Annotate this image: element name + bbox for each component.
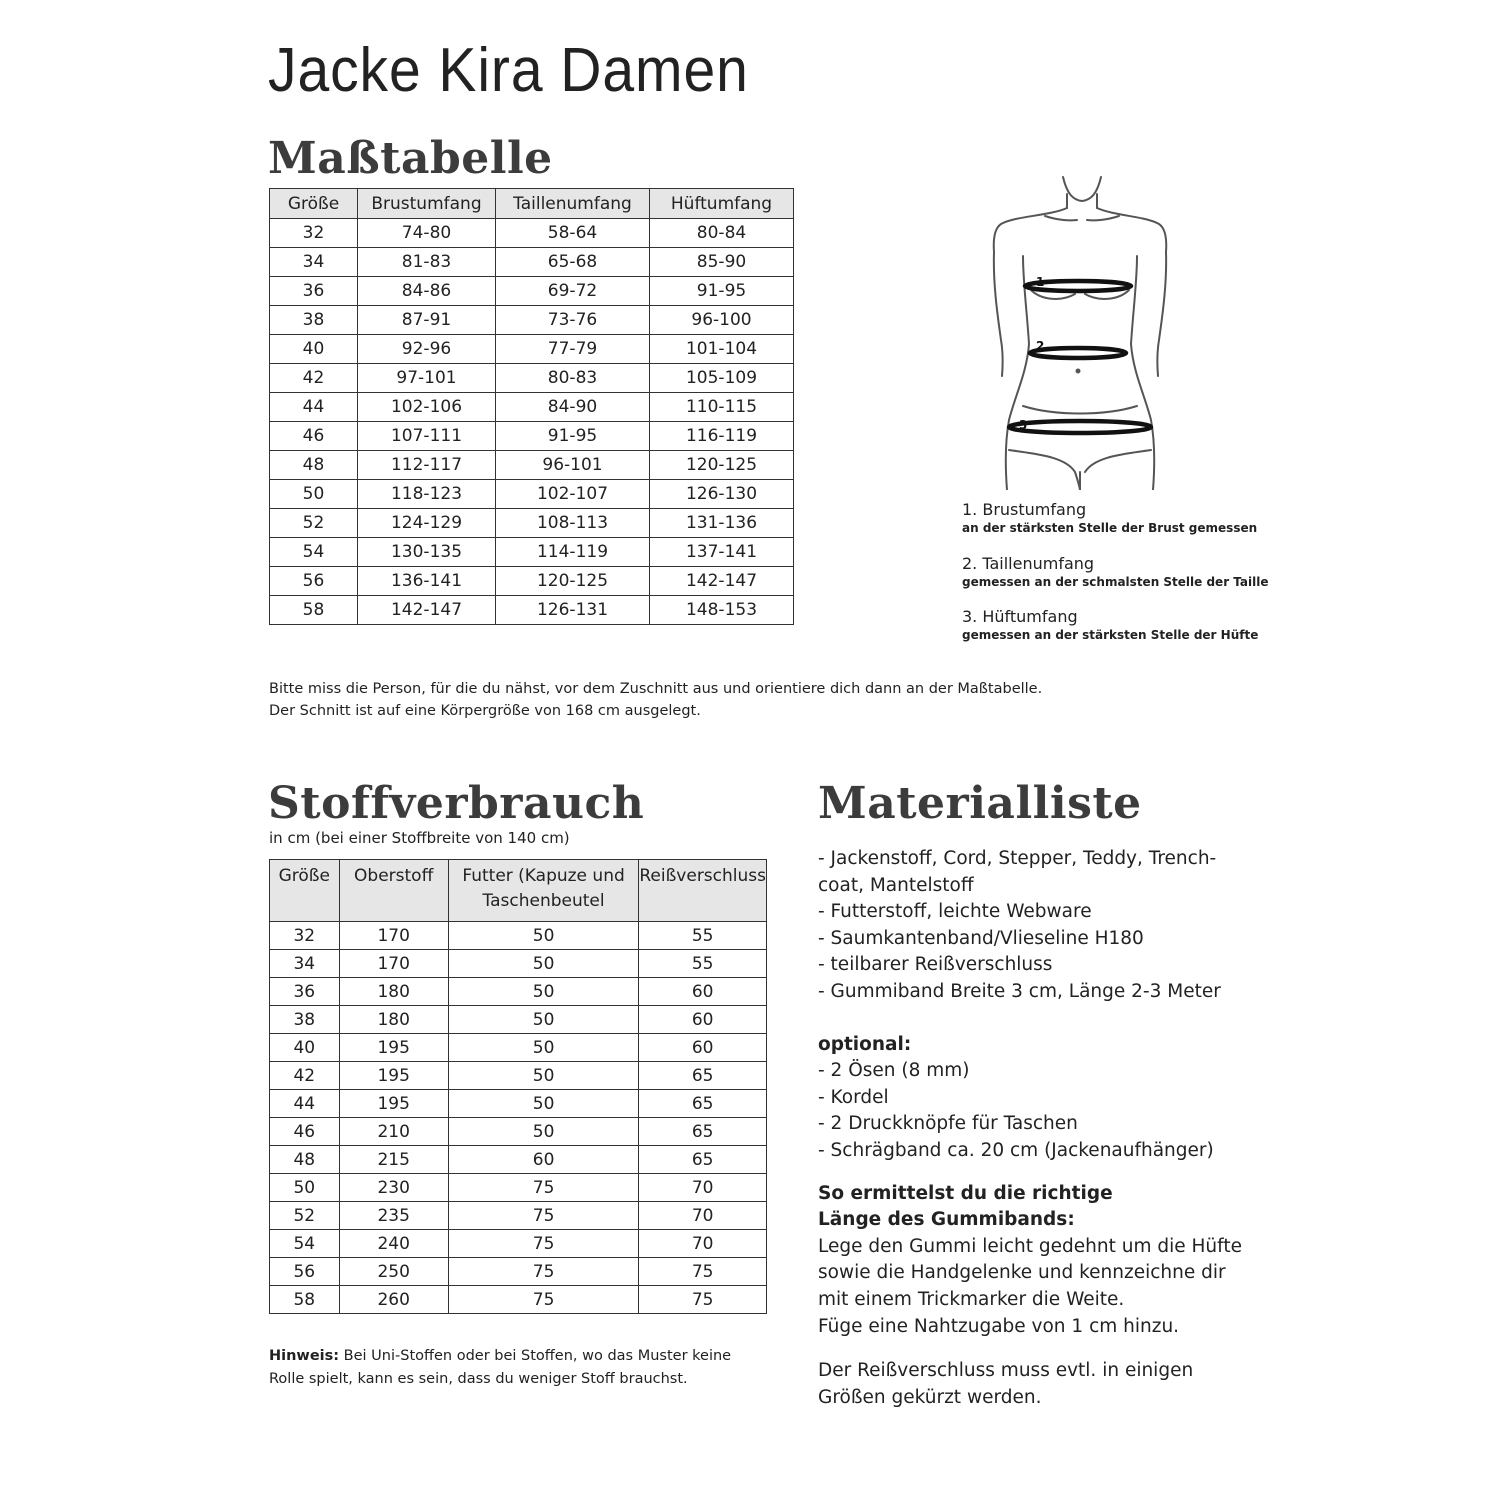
- body-measurement-figure: [985, 172, 1175, 490]
- table-cell: 50: [448, 1006, 639, 1034]
- legend-description: gemessen an der stärksten Stelle der Hüfte: [962, 628, 1259, 642]
- table-cell: 52: [270, 509, 358, 538]
- table-cell: 107-111: [358, 422, 496, 451]
- table-row: [270, 277, 794, 306]
- table-cell: 170: [339, 922, 448, 950]
- table-cell: 126-130: [650, 480, 794, 509]
- elastic-text: sowie die Handgelenke und kennzeichne dir: [818, 1262, 1226, 1284]
- table-cell: 148-153: [650, 596, 794, 625]
- material-item: - Futterstoff, leichte Webware: [818, 901, 1092, 923]
- table-cell: 36: [270, 277, 358, 306]
- table-cell: 70: [639, 1202, 767, 1230]
- table-row: [270, 1062, 767, 1090]
- table-cell: 195: [339, 1062, 448, 1090]
- table-cell: 114-119: [496, 538, 650, 567]
- table-cell: 58-64: [496, 219, 650, 248]
- table-row: [270, 1202, 767, 1230]
- table-cell: 46: [270, 1118, 340, 1146]
- table-cell: 112-117: [358, 451, 496, 480]
- table-cell: 65: [639, 1118, 767, 1146]
- marker-waist: 2: [1036, 339, 1045, 353]
- table-cell: 142-147: [650, 567, 794, 596]
- material-item: - Saumkantenband/Vlieseline H180: [818, 927, 1144, 949]
- table-row: [270, 1174, 767, 1202]
- table-row: [270, 567, 794, 596]
- table-cell: 97-101: [358, 364, 496, 393]
- table-cell: 170: [339, 950, 448, 978]
- table-row: [270, 978, 767, 1006]
- column-header: Größe: [270, 860, 340, 922]
- table-cell: 116-119: [650, 422, 794, 451]
- figure-legend-item: [962, 554, 1269, 590]
- table-cell: 131-136: [650, 509, 794, 538]
- table-cell: 69-72: [496, 277, 650, 306]
- table-cell: 75: [639, 1258, 767, 1286]
- table-cell: 50: [448, 1034, 639, 1062]
- table-row: [270, 480, 794, 509]
- hint-text: Bei Uni-Stoffen oder bei Stoffen, wo das Muster keine: [339, 1348, 732, 1364]
- table-cell: 42: [270, 364, 358, 393]
- table-cell: 75: [448, 1258, 639, 1286]
- table-cell: 60: [639, 978, 767, 1006]
- table-cell: 101-104: [650, 335, 794, 364]
- optional-item: - Schrägband ca. 20 cm (Jackenaufhänger): [818, 1139, 1214, 1161]
- legend-title: 3. Hüftumfang: [962, 607, 1078, 626]
- table-cell: 137-141: [650, 538, 794, 567]
- legend-title: 1. Brustumfang: [962, 500, 1087, 519]
- table-cell: 81-83: [358, 248, 496, 277]
- table-cell: 180: [339, 1006, 448, 1034]
- table-cell: 42: [270, 1062, 340, 1090]
- table-row: [270, 1230, 767, 1258]
- zipper-text: Größen gekürzt werden.: [818, 1386, 1042, 1408]
- table-row: [270, 1258, 767, 1286]
- column-header: Hüftumfang: [650, 189, 794, 219]
- table-row: [270, 393, 794, 422]
- table-row: [270, 950, 767, 978]
- hint-label: Hinweis:: [269, 1348, 340, 1364]
- table-cell: 75: [448, 1202, 639, 1230]
- optional-item: - 2 Ösen (8 mm): [818, 1060, 970, 1082]
- table-cell: 96-101: [496, 451, 650, 480]
- table-cell: 80-84: [650, 219, 794, 248]
- table-cell: 84-90: [496, 393, 650, 422]
- table-cell: 56: [270, 567, 358, 596]
- material-item: - Gummiband Breite 3 cm, Länge 2-3 Meter: [818, 980, 1221, 1002]
- figure-legend-item: [962, 607, 1258, 643]
- table-cell: 124-129: [358, 509, 496, 538]
- table-cell: 32: [270, 922, 340, 950]
- table-row: [270, 364, 794, 393]
- table-row: [270, 509, 794, 538]
- table-cell: 74-80: [358, 219, 496, 248]
- elastic-heading: Länge des Gummibands:: [818, 1209, 1075, 1231]
- measure-note-line: Der Schnitt ist auf eine Körpergröße von 168 cm ausgelegt.: [269, 703, 701, 719]
- table-cell: 65: [639, 1062, 767, 1090]
- table-cell: 50: [448, 1090, 639, 1118]
- table-cell: 91-95: [650, 277, 794, 306]
- table-cell: 120-125: [496, 567, 650, 596]
- table-cell: 54: [270, 1230, 340, 1258]
- table-cell: 50: [270, 1174, 340, 1202]
- table-row: [270, 596, 794, 625]
- table-cell: 70: [639, 1174, 767, 1202]
- table-row: [270, 1286, 767, 1314]
- column-header: Größe: [270, 189, 358, 219]
- table-cell: 108-113: [496, 509, 650, 538]
- table-row: [270, 538, 794, 567]
- table-row: [270, 1146, 767, 1174]
- table-cell: 75: [639, 1286, 767, 1314]
- fabric-hint: [269, 1345, 731, 1391]
- table-cell: 130-135: [358, 538, 496, 567]
- table-cell: 142-147: [358, 596, 496, 625]
- table-row: [270, 1034, 767, 1062]
- table-cell: 136-141: [358, 567, 496, 596]
- column-header: Futter (Kapuze und Taschenbeutel: [448, 860, 639, 922]
- table-cell: 32: [270, 219, 358, 248]
- table-cell: 102-107: [496, 480, 650, 509]
- material-item: - Jackenstoff, Cord, Stepper, Teddy, Trench-: [818, 848, 1217, 869]
- fabric-usage-table: [269, 859, 767, 1314]
- table-cell: 60: [639, 1034, 767, 1062]
- table-cell: 240: [339, 1230, 448, 1258]
- column-header: Oberstoff: [339, 860, 448, 922]
- column-header: Brustumfang: [358, 189, 496, 219]
- measure-note: [269, 678, 1042, 722]
- figure-legend-item: [962, 500, 1257, 536]
- fabric-heading: Stoffverbrauch: [268, 778, 645, 829]
- table-cell: 50: [270, 480, 358, 509]
- table-cell: 50: [448, 978, 639, 1006]
- optional-item: - 2 Druckknöpfe für Taschen: [818, 1113, 1078, 1135]
- table-cell: 58: [270, 596, 358, 625]
- table-cell: 58: [270, 1286, 340, 1314]
- table-cell: 87-91: [358, 306, 496, 335]
- zipper-text: Der Reißverschluss muss evtl. in einigen: [818, 1360, 1194, 1382]
- elastic-heading: So ermittelst du die richtige: [818, 1182, 1113, 1204]
- table-cell: 102-106: [358, 393, 496, 422]
- legend-title: 2. Taillenumfang: [962, 554, 1095, 573]
- elastic-text: mit einem Trickmarker die Weite.: [818, 1288, 1125, 1310]
- table-row: [270, 1118, 767, 1146]
- column-header: Reißverschluss: [639, 860, 767, 922]
- table-row: [270, 922, 767, 950]
- table-cell: 44: [270, 1090, 340, 1118]
- table-cell: 118-123: [358, 480, 496, 509]
- table-cell: 230: [339, 1174, 448, 1202]
- table-cell: 235: [339, 1202, 448, 1230]
- fabric-subtitle: in cm (bei einer Stoffbreite von 140 cm): [269, 829, 570, 847]
- table-cell: 92-96: [358, 335, 496, 364]
- table-cell: 120-125: [650, 451, 794, 480]
- table-row: [270, 422, 794, 451]
- table-cell: 70: [639, 1230, 767, 1258]
- measure-note-line: Bitte miss die Person, für die du nähst, vor dem Zuschnitt aus und orientiere dich dann an der Maßtabelle.: [269, 681, 1043, 697]
- legend-description: gemessen an der schmalsten Stelle der Taille: [962, 575, 1269, 589]
- document-title: Jacke Kira Damen: [268, 36, 749, 105]
- material-heading: Materialliste: [818, 778, 1142, 829]
- table-cell: 75: [448, 1174, 639, 1202]
- table-cell: 96-100: [650, 306, 794, 335]
- table-cell: 38: [270, 1006, 340, 1034]
- table-cell: 195: [339, 1090, 448, 1118]
- table-cell: 50: [448, 922, 639, 950]
- table-cell: 52: [270, 1202, 340, 1230]
- table-row: [270, 1090, 767, 1118]
- size-chart-table: [269, 188, 794, 625]
- table-cell: 84-86: [358, 277, 496, 306]
- table-cell: 110-115: [650, 393, 794, 422]
- material-list: [818, 846, 1268, 1411]
- table-row: [270, 248, 794, 277]
- table-cell: 91-95: [496, 422, 650, 451]
- table-cell: 65: [639, 1090, 767, 1118]
- table-row: [270, 306, 794, 335]
- elastic-text: Füge eine Nahtzugabe von 1 cm hinzu.: [818, 1315, 1180, 1337]
- table-cell: 48: [270, 451, 358, 480]
- table-cell: 180: [339, 978, 448, 1006]
- table-cell: 105-109: [650, 364, 794, 393]
- table-cell: 55: [639, 950, 767, 978]
- table-cell: 50: [448, 950, 639, 978]
- table-cell: 55: [639, 922, 767, 950]
- legend-description: an der stärksten Stelle der Brust gemessen: [962, 521, 1258, 535]
- size-chart-body: [270, 219, 794, 625]
- table-cell: 54: [270, 538, 358, 567]
- optional-item: - Kordel: [818, 1086, 889, 1108]
- mass-table-heading: Maßtabelle: [268, 133, 553, 184]
- table-cell: 73-76: [496, 306, 650, 335]
- marker-hip: 3: [1019, 418, 1028, 432]
- table-header-row: [270, 860, 767, 922]
- optional-label: optional:: [818, 1033, 912, 1055]
- table-header-row: [270, 189, 794, 219]
- table-cell: 260: [339, 1286, 448, 1314]
- table-cell: 50: [448, 1062, 639, 1090]
- table-cell: 75: [448, 1286, 639, 1314]
- table-cell: 36: [270, 978, 340, 1006]
- table-cell: 85-90: [650, 248, 794, 277]
- table-row: [270, 1006, 767, 1034]
- table-cell: 34: [270, 950, 340, 978]
- table-cell: 38: [270, 306, 358, 335]
- table-cell: 40: [270, 335, 358, 364]
- marker-bust: 1: [1036, 275, 1045, 289]
- table-cell: 50: [448, 1118, 639, 1146]
- table-cell: 46: [270, 422, 358, 451]
- column-header: Taillenumfang: [496, 189, 650, 219]
- table-cell: 60: [639, 1006, 767, 1034]
- table-cell: 56: [270, 1258, 340, 1286]
- table-cell: 250: [339, 1258, 448, 1286]
- material-item: - teilbarer Reißverschluss: [818, 954, 1053, 976]
- hint-text: Rolle spielt, kann es sein, dass du weniger Stoff brauchst.: [269, 1371, 688, 1387]
- table-cell: 40: [270, 1034, 340, 1062]
- table-cell: 126-131: [496, 596, 650, 625]
- table-cell: 80-83: [496, 364, 650, 393]
- fabric-usage-body: [270, 922, 767, 1314]
- table-row: [270, 451, 794, 480]
- table-cell: 75: [448, 1230, 639, 1258]
- table-cell: 65: [639, 1146, 767, 1174]
- material-item: coat, Mantelstoff: [818, 874, 974, 896]
- elastic-text: Lege den Gummi leicht gedehnt um die Hüfte: [818, 1235, 1242, 1257]
- table-row: [270, 219, 794, 248]
- table-cell: 210: [339, 1118, 448, 1146]
- table-cell: 77-79: [496, 335, 650, 364]
- table-cell: 195: [339, 1034, 448, 1062]
- table-cell: 34: [270, 248, 358, 277]
- table-cell: 44: [270, 393, 358, 422]
- table-cell: 215: [339, 1146, 448, 1174]
- table-cell: 65-68: [496, 248, 650, 277]
- table-row: [270, 335, 794, 364]
- table-cell: 60: [448, 1146, 639, 1174]
- table-cell: 48: [270, 1146, 340, 1174]
